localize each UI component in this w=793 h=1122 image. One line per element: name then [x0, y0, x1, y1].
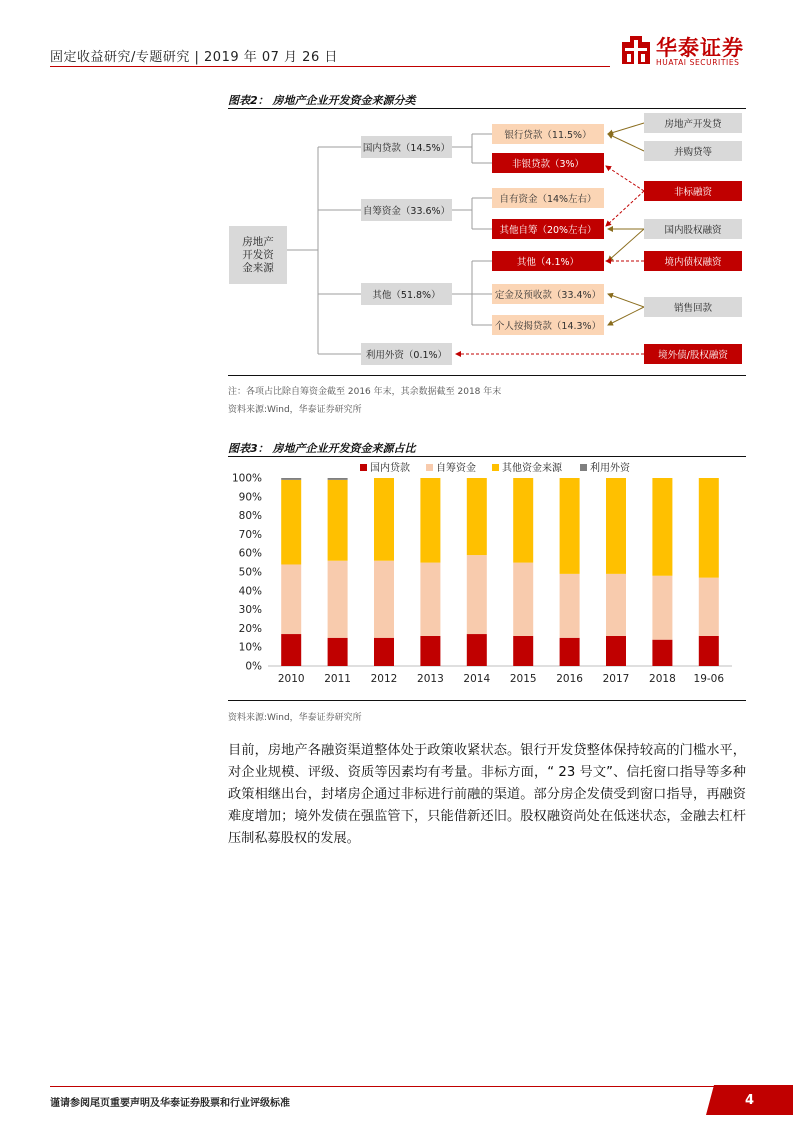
node-foreign: 利用外资（0.1%）	[361, 343, 452, 365]
bar-segment	[281, 564, 301, 634]
footer-disclaimer-link[interactable]: 谨请参阅尾页重要声明及华泰证券股票和行业评级标准	[50, 1098, 290, 1109]
bar-segment	[652, 478, 672, 576]
y-tick-label: 90%	[238, 491, 262, 504]
bar-segment	[699, 636, 719, 666]
y-tick-label: 100%	[231, 472, 262, 485]
legend-swatch	[580, 464, 587, 471]
legend-label: 国内贷款	[370, 463, 410, 474]
footer-divider	[50, 1086, 730, 1087]
x-tick-label: 2012	[370, 673, 398, 685]
bar-segment	[420, 636, 440, 666]
node-bank-loan: 银行贷款（11.5%）	[492, 124, 604, 144]
bar-segment	[374, 478, 394, 561]
header-title: 固定收益研究/专题研究 | 2019 年 07 月 26 日	[50, 50, 338, 65]
bar-segment	[467, 634, 487, 666]
bar-segment	[281, 634, 301, 666]
node-nonstandard: 非标融资	[644, 181, 742, 201]
bar-segment	[699, 578, 719, 636]
node-mortgage: 个人按揭贷款（14.3%）	[492, 315, 604, 335]
y-tick-label: 10%	[238, 641, 262, 654]
bar-segment	[467, 555, 487, 634]
bar-segment	[328, 638, 348, 666]
node-own-funds: 自有资金（14%左右）	[492, 188, 604, 208]
x-tick-label: 2014	[463, 673, 491, 685]
bar-segment	[513, 478, 533, 563]
bar-segment	[420, 478, 440, 563]
bar-segment	[281, 478, 301, 480]
node-domestic-equity: 国内股权融资	[644, 219, 742, 239]
node-domestic-loan: 国内贷款（14.5%）	[361, 136, 452, 158]
y-tick-label: 60%	[238, 547, 262, 560]
bar-segment	[606, 636, 626, 666]
y-tick-label: 70%	[238, 528, 262, 541]
x-tick-label: 2010	[277, 673, 305, 685]
node-sales: 销售回款	[644, 297, 742, 317]
legend-swatch	[426, 464, 433, 471]
bar-segment	[513, 636, 533, 666]
node-self-raised: 自筹资金（33.6%）	[361, 199, 452, 221]
y-tick-label: 30%	[238, 604, 262, 617]
logo-text-en: HUATAI SECURITIES	[656, 58, 740, 67]
bar-segment	[560, 478, 580, 574]
bar-segment	[560, 638, 580, 666]
node-other-4: 其他（4.1%）	[492, 251, 604, 271]
node-deposits: 定金及预收款（33.4%）	[492, 284, 604, 304]
figure3-title-rule	[228, 456, 746, 457]
bar-segment	[652, 576, 672, 640]
page-number: 4	[744, 1092, 755, 1108]
bar-segment	[606, 478, 626, 574]
legend-swatch	[492, 464, 499, 471]
x-tick-label: 19-06	[693, 673, 725, 685]
figure3-chart	[228, 458, 746, 698]
bar-segment	[652, 640, 672, 666]
node-foreign-bond: 境外债/股权融资	[644, 344, 742, 364]
legend-label: 自筹资金	[436, 463, 476, 474]
x-tick-label: 2011	[324, 673, 351, 685]
bar-segment	[560, 574, 580, 638]
bar-segment	[374, 638, 394, 666]
bar-segment	[606, 574, 626, 636]
y-tick-label: 0%	[245, 660, 262, 673]
y-tick-label: 80%	[238, 510, 262, 523]
bar-segment	[328, 478, 348, 480]
node-other: 其他（51.8%）	[361, 283, 452, 305]
x-tick-label: 2015	[509, 673, 537, 685]
x-tick-label: 2016	[556, 673, 583, 685]
node-domestic-bond: 境内债权融资	[644, 251, 742, 271]
figure3-title: 图表3： 房地产企业开发资金来源占比	[228, 442, 416, 455]
x-tick-label: 2017	[602, 673, 630, 685]
node-dev-loan: 房地产开发贷	[644, 113, 742, 133]
bar-segment	[420, 563, 440, 636]
x-tick-label: 2018	[649, 673, 676, 685]
logo-text-cn: 华泰证券	[656, 36, 744, 60]
body-paragraph: 目前，房地产各融资渠道整体处于政策收紧状态。银行开发贷整体保持较高的门槛水平，对企业规模、评级、资质等因素均有考量。非标方面，“ 23 号文”、信托窗口指导等多种政策相继出台，封堵房企通过非标进行前融的渠道。部分房企发债受到窗口指导，再融资难度增加；境外发债在强监管下，只能借新还旧。股权融资尚处在低迷状态，金融去杠杆压制私募股权的发展。	[228, 743, 746, 846]
y-tick-label: 20%	[238, 622, 262, 635]
figure3-source: 资料来源:Wind，华泰证券研究所	[228, 713, 362, 723]
legend-label: 利用外资	[590, 463, 630, 474]
x-tick-label: 2013	[417, 673, 444, 685]
bar-segment	[328, 561, 348, 638]
legend-label: 其他资金来源	[502, 463, 562, 474]
node-nonbank-loan: 非银贷款（3%）	[492, 153, 604, 173]
node-other-self: 其他自筹（20%左右）	[492, 219, 604, 239]
root-node: 房地产 开发资 金来源	[229, 226, 287, 284]
bar-segment	[328, 480, 348, 561]
bar-segment	[513, 563, 533, 636]
bar-segment	[281, 480, 301, 565]
y-tick-label: 40%	[238, 585, 262, 598]
figure3-bottom-rule	[228, 700, 746, 701]
y-tick-label: 50%	[238, 566, 262, 579]
figure2-bottom-rule	[228, 375, 746, 376]
bar-segment	[374, 561, 394, 638]
legend-swatch	[360, 464, 367, 471]
bar-segment	[699, 478, 719, 578]
figure2-note: 注：各项占比除自筹资金截至 2016 年末，其余数据截至 2018 年末	[228, 387, 502, 397]
figure2-title: 图表2： 房地产企业开发资金来源分类	[228, 94, 416, 107]
figure2-source: 资料来源:Wind，华泰证券研究所	[228, 405, 362, 415]
bar-segment	[467, 478, 487, 555]
node-ma-loan: 并购贷等	[644, 141, 742, 161]
